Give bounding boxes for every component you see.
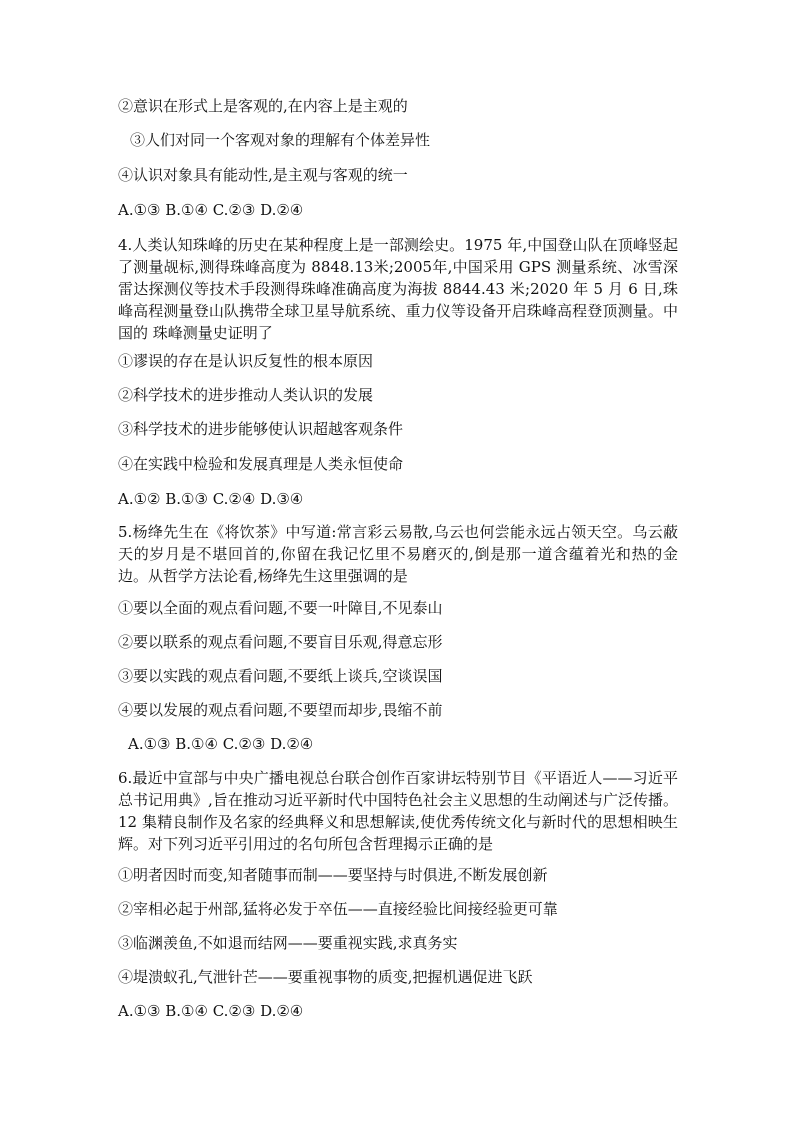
q6-stem: 6.最近中宣部与中央广播电视总台联合创作百家讲坛特别节目《平语近人——习近平总书记用典》,旨在推动习近平新时代中国特色社会主义思想的生动阐述与广泛传播。12 集精良制作及名家的经典释义和思想解读,使优秀传统文化与新时代的思想相映生 辉。对下列习近平引用过的名句所包含哲理揭示正确的是 (118, 769, 678, 853)
q3-answer-choices: A.①③ B.①④ C.②③ D.②④ (118, 201, 304, 219)
q3-option-3: ③人们对同一个客观对象的理解有个体差异性 (130, 131, 431, 149)
q5-option-1: ①要以全面的观点看问题,不要一叶障目,不见泰山 (118, 599, 443, 617)
q3-option-2: ②意识在形式上是客观的,在内容上是主观的 (118, 97, 408, 115)
q6-option-3: ③临渊羡鱼,不如退而结网——要重视实践,求真务实 (118, 934, 458, 952)
q5-stem: 5.杨绛先生在《将饮茶》中写道:常言彩云易散,乌云也何尝能永远占领天空。乌云蔽天的岁月是不堪回首的,你留在我记忆里不易磨灭的,倒是那一道含蕴着光和热的金边。从哲学方法论看,杨绛先生这里强调的是 (118, 523, 678, 585)
q4-stem: 4.人类认知珠峰的历史在某种程度上是一部测绘史。1975 年,中国登山队在顶峰竖起了测量觇标,测得珠峰高度为 8848.13米;2005年,中国采用 GPS 测量系统、冰雪深雷达探测仪等技术手段测得珠峰准确高度为海拔 8844.43 米;2020 年 5 月 6 日,珠峰高程测量登山队携带全球卫星导航系统、重力仪等设备开启珠峰高程登顶测量。中国的 珠峰测量史证明了 (118, 236, 678, 342)
q5-option-2: ②要以联系的观点看问题,不要盲目乐观,得意忘形 (118, 633, 443, 651)
q4-answer-choices: A.①② B.①③ C.②④ D.③④ (118, 490, 304, 508)
q5-option-4: ④要以发展的观点看问题,不要望而却步,畏缩不前 (118, 701, 443, 719)
q5-answer-choices: A.①③ B.①④ C.②③ D.②④ (128, 735, 314, 753)
q4-option-1: ①谬误的存在是认识反复性的根本原因 (118, 352, 374, 370)
q6-option-2: ②宰相必起于州部,猛将必发于卒伍——直接经验比间接经验更可靠 (118, 900, 558, 918)
q4-option-3: ③科学技术的进步能够使认识超越客观条件 (118, 420, 404, 438)
q5-option-3: ③要以实践的观点看问题,不要纸上谈兵,空谈误国 (118, 667, 443, 685)
q6-option-1: ①明者因时而变,知者随事而制——要坚持与时俱进,不断发展创新 (118, 866, 548, 884)
q3-option-4: ④认识对象具有能动性,是主观与客观的统一 (118, 166, 408, 184)
q4-option-4: ④在实践中检验和发展真理是人类永恒使命 (118, 455, 404, 473)
q6-answer-choices: A.①③ B.①④ C.②③ D.②④ (118, 1002, 304, 1020)
q6-option-4: ④堤溃蚁孔,气泄针芒——要重视事物的质变,把握机遇促进飞跃 (118, 968, 533, 986)
q4-option-2: ②科学技术的进步推动人类认识的发展 (118, 386, 374, 404)
